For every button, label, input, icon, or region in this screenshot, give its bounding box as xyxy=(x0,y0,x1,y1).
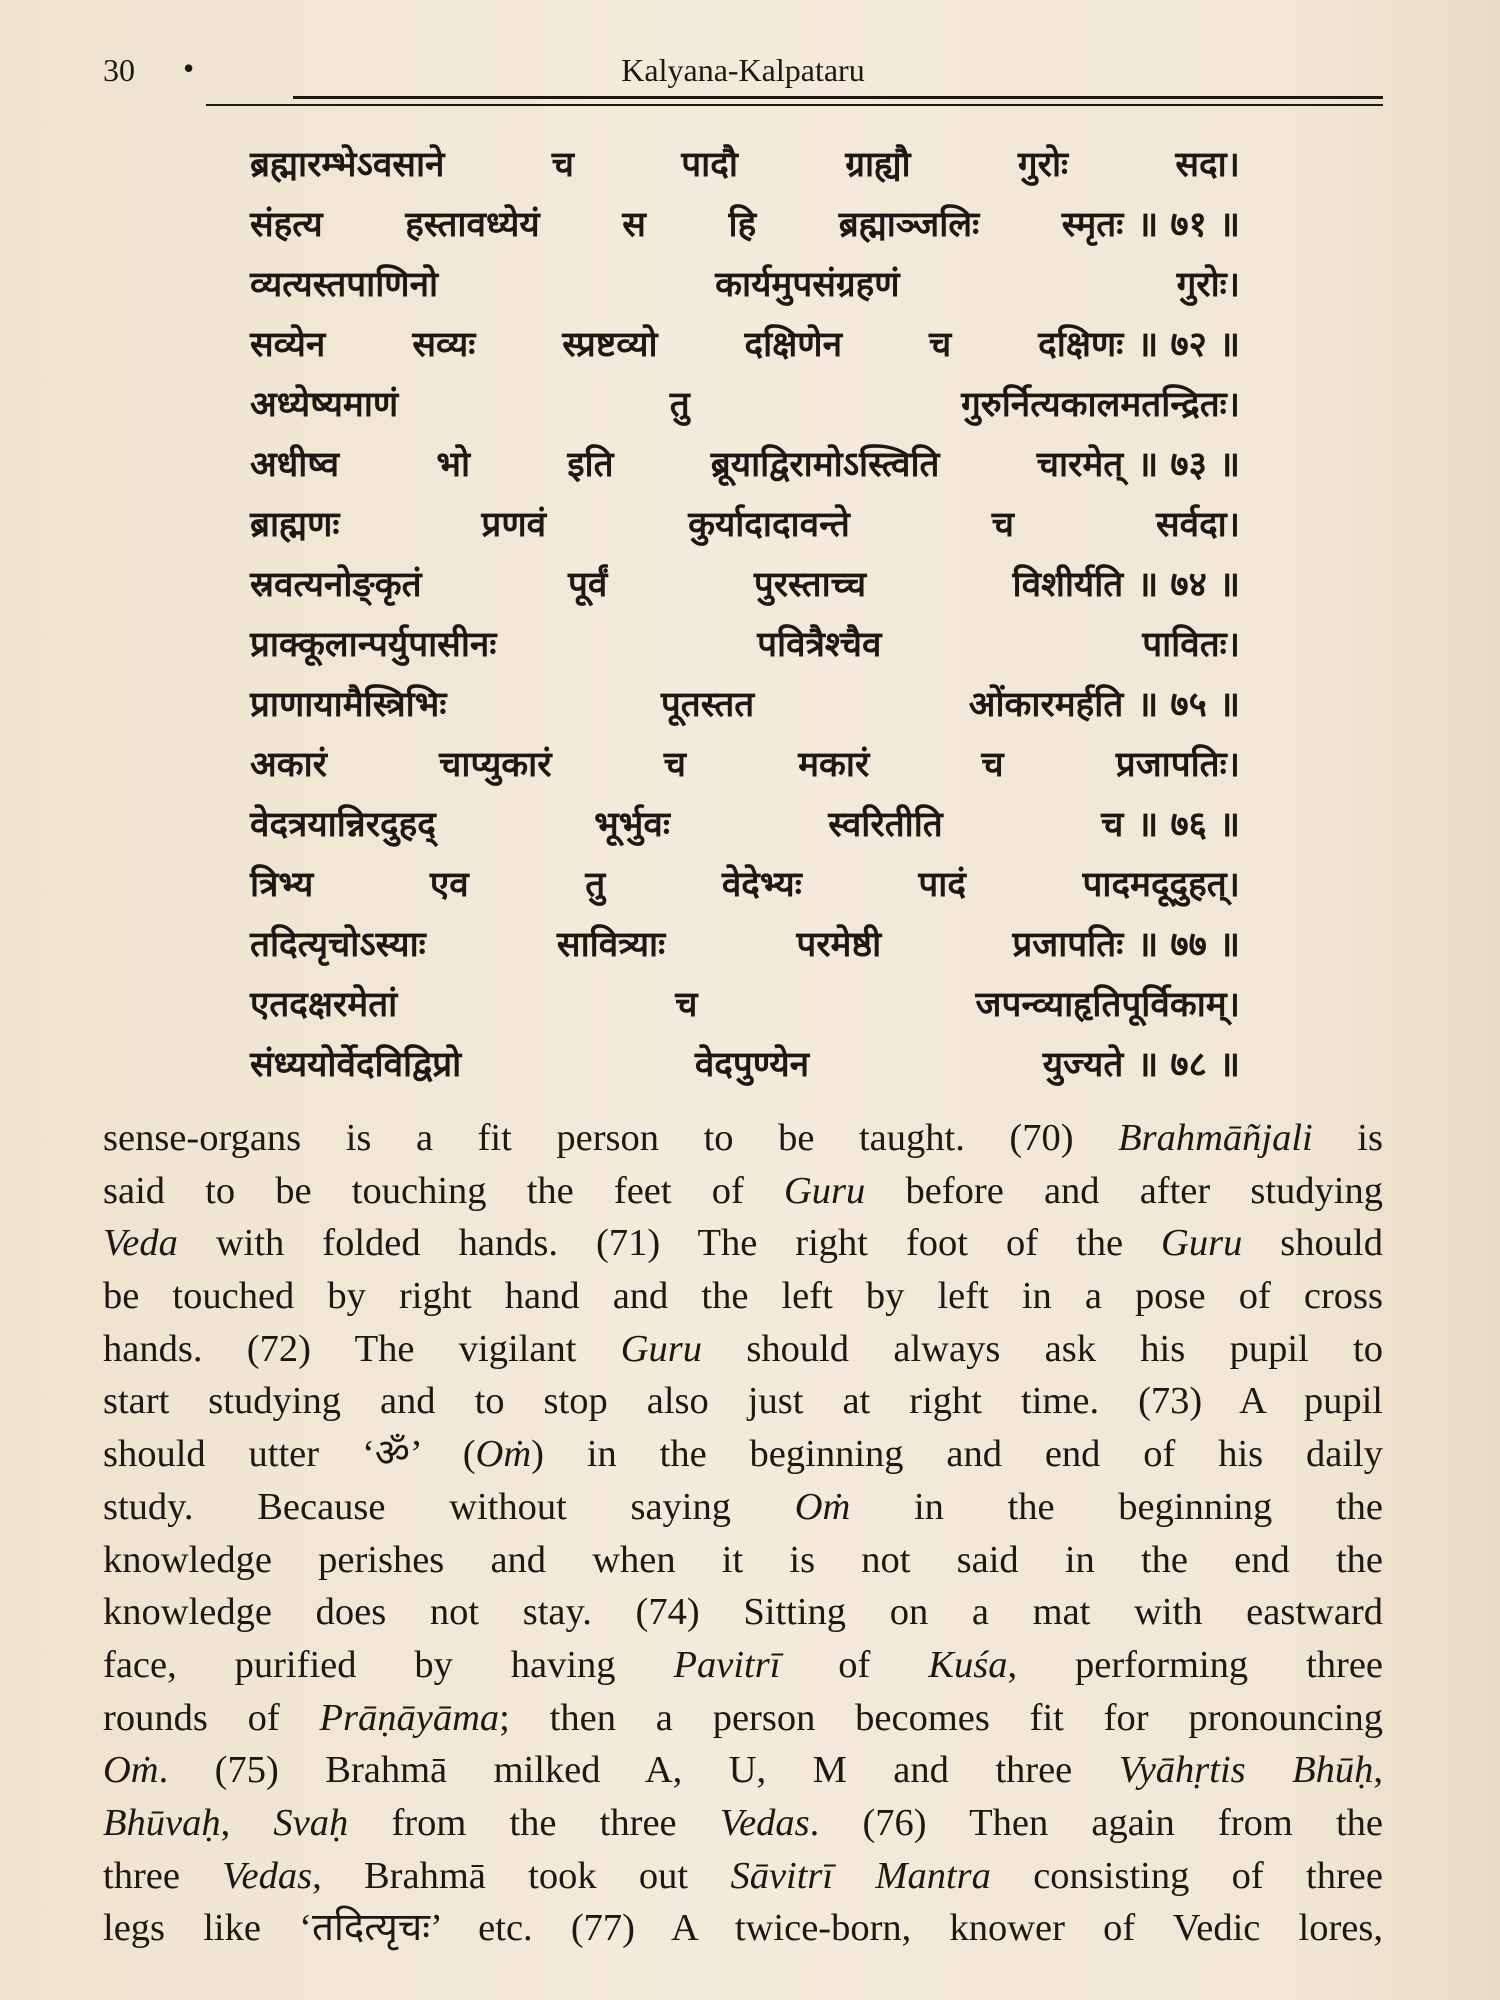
prose-text: , xyxy=(220,1801,274,1844)
verse-number: ॥ ७६ ॥ xyxy=(1137,805,1240,845)
prose-line xyxy=(103,1112,1383,1165)
verse-word: अध्येष्यमाणं xyxy=(250,385,399,425)
verse-line xyxy=(250,135,1240,195)
verse-word: च xyxy=(663,745,686,785)
verse-line xyxy=(250,195,1240,255)
verse-number: ॥ ७२ ॥ xyxy=(1137,325,1240,365)
verse-word: तु xyxy=(669,385,690,425)
running-header xyxy=(103,52,1383,92)
prose-text: , Brahmā took out xyxy=(312,1854,731,1897)
verse-word: विशीर्यति xyxy=(1012,565,1124,605)
verse-word: संध्ययोर्वेदविद्विप्रो xyxy=(250,1045,462,1085)
verse-word: चारमेत् xyxy=(1036,445,1124,485)
verse-word: दक्षिणः xyxy=(1038,325,1124,365)
verse-word: पुरस्ताच्च xyxy=(753,565,867,605)
prose-text: start studying and to stop also just at right time. (73) A pupil xyxy=(103,1380,1383,1423)
verse-number: ॥ ७४ ॥ xyxy=(1137,565,1240,605)
italic-term: Svaḥ xyxy=(273,1801,349,1844)
verse-end xyxy=(1037,435,1240,495)
verse-word: प्रजापतिः। xyxy=(1115,745,1240,785)
verse-word: च xyxy=(675,985,698,1025)
verse-word: कार्यमुपसंग्रहणं xyxy=(715,265,900,305)
verse-word: सव्यः xyxy=(412,325,476,365)
page-number: 30 xyxy=(103,52,135,88)
prose-text: from the three xyxy=(348,1801,720,1844)
verse-word: हि xyxy=(728,205,757,245)
prose-text: is xyxy=(1312,1117,1383,1159)
verse-word: संहत्य xyxy=(250,205,323,245)
verse-word: पादं xyxy=(918,865,966,905)
header-rule-top xyxy=(293,96,1383,99)
verse-word: ब्रूयाद्विरामोऽस्त्विति xyxy=(710,445,940,485)
prose-text: knowledge perishes and when it is not said in the end the xyxy=(103,1538,1383,1581)
prose-text: consisting of three xyxy=(990,1854,1383,1897)
verse-word: स्प्रष्टव्यो xyxy=(562,325,658,365)
prose-text: study. Because without saying xyxy=(103,1485,795,1528)
verse-line xyxy=(250,255,1240,315)
verse-word: त्रिभ्य xyxy=(250,865,314,905)
prose-text: be touched by right hand and the left by left in a pose of cross xyxy=(103,1275,1383,1318)
verse-end xyxy=(1038,315,1240,375)
prose-text: with folded hands. (71) The right foot of the xyxy=(177,1222,1162,1265)
verse-word: सदा। xyxy=(1175,145,1240,185)
verse-word: स्रवत्यनोङ्कृतं xyxy=(250,565,422,605)
prose-text: should xyxy=(1242,1222,1383,1265)
verse-word: अधीष्व xyxy=(250,445,340,485)
verse-end xyxy=(1101,795,1240,855)
verse-word: च xyxy=(928,325,952,365)
verse-number: ॥ ७५ ॥ xyxy=(1137,685,1240,725)
verse-word: च xyxy=(1101,805,1124,845)
verse-word: गुरोः xyxy=(1017,145,1069,185)
verse-word: परमेष्ठी xyxy=(796,925,882,965)
verse-word: भूर्भुवः xyxy=(594,805,670,845)
verse-word: ब्रह्मारम्भेऽवसाने xyxy=(250,145,445,185)
verse-word: इति xyxy=(567,445,614,485)
verse-number: ॥ ७७ ॥ xyxy=(1137,925,1240,965)
verse-word: वेदत्रयान्निरदुहद् xyxy=(250,805,436,845)
verse-word: च xyxy=(981,745,1004,785)
verse-word: युज्यते xyxy=(1042,1045,1124,1085)
verse-line xyxy=(250,675,1240,735)
prose-text: rounds of xyxy=(103,1696,320,1739)
verse-word: प्राक्कूलान्पर्युपासीनः xyxy=(250,625,497,665)
verse-line xyxy=(250,915,1240,975)
prose-line xyxy=(103,1534,1383,1587)
verse-word: एव xyxy=(429,865,469,905)
italic-term: Pavitrī xyxy=(673,1643,781,1686)
verse-word: पवित्रैश्चैव xyxy=(757,625,882,665)
prose-line xyxy=(103,1375,1383,1428)
verse-line xyxy=(250,615,1240,675)
verse-word: मकारं xyxy=(798,745,870,785)
prose-text: legs like ‘तदित्यृचः’ etc. (77) A twice-born, knower of Vedic lores, xyxy=(103,1907,1383,1950)
prose-text: three xyxy=(103,1854,223,1897)
verse-word: ओंकारमर्हति xyxy=(968,685,1124,725)
verse-line xyxy=(250,1035,1240,1095)
prose-text: , performing three xyxy=(1007,1643,1384,1686)
verse-word: सव्येन xyxy=(250,325,326,365)
verse-word: प्रजापतिः xyxy=(1012,925,1124,965)
prose-text: of xyxy=(780,1643,929,1686)
italic-term: Vedas xyxy=(222,1854,313,1897)
verse-word: वेदेभ्यः xyxy=(721,865,802,905)
prose-text: ; then a person becomes fit for pronouncing xyxy=(499,1696,1383,1739)
verse-word: सावित्र्याः xyxy=(556,925,666,965)
verse-word: ब्राह्मणः xyxy=(250,505,340,545)
prose-line xyxy=(103,1639,1383,1692)
italic-term: Kuśa xyxy=(928,1643,1008,1686)
verse-word: पूतस्तत xyxy=(660,685,755,725)
prose-text: . (75) Brahmā milked A, U, M and three xyxy=(158,1749,1119,1792)
italic-term: Oṁ xyxy=(103,1749,159,1792)
verse-word: कुर्यादादावन्ते xyxy=(688,505,850,545)
italic-term: Guru xyxy=(784,1169,866,1212)
italic-term: Prāṇāyāma xyxy=(319,1696,500,1739)
verse-word: च xyxy=(551,145,574,185)
verse-word: व्यत्यस्तपाणिनो xyxy=(250,265,439,305)
translation-paragraph xyxy=(103,1112,1383,1955)
italic-term: Sāvitrī Mantra xyxy=(730,1854,991,1897)
verse-word: एतदक्षरमेतां xyxy=(250,985,398,1025)
verse-end xyxy=(1062,195,1240,255)
prose-text: knowledge does not stay. (74) Sitting on a mat with eastward xyxy=(103,1591,1383,1634)
verse-line xyxy=(250,435,1240,495)
prose-text: . (76) Then again from the xyxy=(809,1801,1383,1844)
prose-text: hands. (72) The vigilant xyxy=(103,1327,621,1370)
verse-word: पावितः। xyxy=(1142,625,1240,665)
italic-term: Vyāhṛtis Bhūḥ xyxy=(1118,1749,1374,1792)
prose-text: before and after studying xyxy=(865,1169,1384,1212)
verse-word: चाप्युकारं xyxy=(439,745,552,785)
verse-line xyxy=(250,975,1240,1035)
verse-word: तु xyxy=(585,865,606,905)
italic-term: Oṁ xyxy=(794,1485,851,1528)
verse-number: ॥ ७१ ॥ xyxy=(1137,205,1240,245)
italic-term: Brahmāñjali xyxy=(1118,1117,1313,1159)
verse-word: च xyxy=(991,505,1014,545)
verse-word: प्रणवं xyxy=(481,505,547,545)
verse-word: भो xyxy=(436,445,471,485)
prose-line xyxy=(103,1270,1383,1323)
header-rule-bottom xyxy=(206,104,1383,106)
verse-end xyxy=(1012,915,1240,975)
sanskrit-verses xyxy=(250,135,1240,1095)
verse-line xyxy=(250,315,1240,375)
verse-word: गुरुर्नित्यकालमतन्द्रितः। xyxy=(961,385,1240,425)
prose-text: ) in the beginning and end of his daily xyxy=(531,1433,1383,1476)
prose-text: , xyxy=(1373,1749,1383,1792)
prose-line xyxy=(103,1692,1383,1745)
italic-term: Bhūvaḥ xyxy=(103,1801,221,1844)
prose-line xyxy=(103,1797,1383,1850)
verse-word: अकारं xyxy=(250,745,328,785)
verse-line xyxy=(250,855,1240,915)
verse-word: ब्रह्माञ्जलिः xyxy=(838,205,980,245)
prose-line xyxy=(103,1902,1383,1955)
italic-term: Oṁ xyxy=(475,1433,532,1476)
verse-word: स्वरितीति xyxy=(828,805,943,845)
prose-line xyxy=(103,1217,1383,1270)
verse-number: ॥ ७३ ॥ xyxy=(1137,445,1240,485)
verse-word: तदित्यृचोऽस्याः xyxy=(250,925,426,965)
verse-word: सर्वदा। xyxy=(1155,505,1240,545)
verse-word: स xyxy=(622,205,646,245)
verse-word: ग्राह्यौ xyxy=(845,145,911,185)
italic-term: Vedas xyxy=(719,1801,810,1844)
running-title: Kalyana-Kalpataru xyxy=(621,52,865,88)
prose-text: should utter ‘ॐ’ ( xyxy=(103,1433,476,1476)
prose-text: said to be touching the feet of xyxy=(103,1169,784,1212)
prose-text: sense-organs is a fit person to be taught. (70) xyxy=(103,1117,1119,1159)
prose-line xyxy=(103,1850,1383,1903)
verse-word: गुरोः। xyxy=(1176,265,1240,305)
verse-word: स्मृतः xyxy=(1061,205,1124,245)
verse-line xyxy=(250,495,1240,555)
prose-line xyxy=(103,1744,1383,1797)
verse-line xyxy=(250,795,1240,855)
header-bullet: • xyxy=(183,50,195,86)
verse-word: प्राणायामैस्त्रिभिः xyxy=(250,685,447,725)
verse-end xyxy=(969,675,1240,735)
verse-number: ॥ ७८ ॥ xyxy=(1137,1045,1240,1085)
prose-line xyxy=(103,1481,1383,1534)
prose-line xyxy=(103,1428,1383,1481)
verse-end xyxy=(1043,1035,1240,1095)
verse-word: जपन्व्याहृतिपूर्विकाम्। xyxy=(975,985,1240,1025)
prose-text: should always ask his pupil to xyxy=(702,1327,1383,1370)
verse-word: वेदपुण्येन xyxy=(694,1045,810,1085)
italic-term: Guru xyxy=(620,1327,703,1370)
verse-word: दक्षिणेन xyxy=(744,325,843,365)
prose-line xyxy=(103,1586,1383,1639)
verse-line xyxy=(250,555,1240,615)
italic-term: Veda xyxy=(103,1222,178,1265)
verse-word: हस्तावध्येयं xyxy=(405,205,540,245)
verse-word: पूर्वं xyxy=(568,565,608,605)
prose-line xyxy=(103,1323,1383,1376)
italic-term: Guru xyxy=(1161,1222,1243,1265)
verse-word: पादौ xyxy=(681,145,738,185)
verse-end xyxy=(1013,555,1240,615)
verse-word: पादमदूदुहत्। xyxy=(1082,865,1240,905)
verse-line xyxy=(250,375,1240,435)
prose-text: face, purified by having xyxy=(103,1643,674,1686)
prose-line xyxy=(103,1165,1383,1218)
verse-line xyxy=(250,735,1240,795)
prose-text: in the beginning the xyxy=(850,1485,1383,1528)
